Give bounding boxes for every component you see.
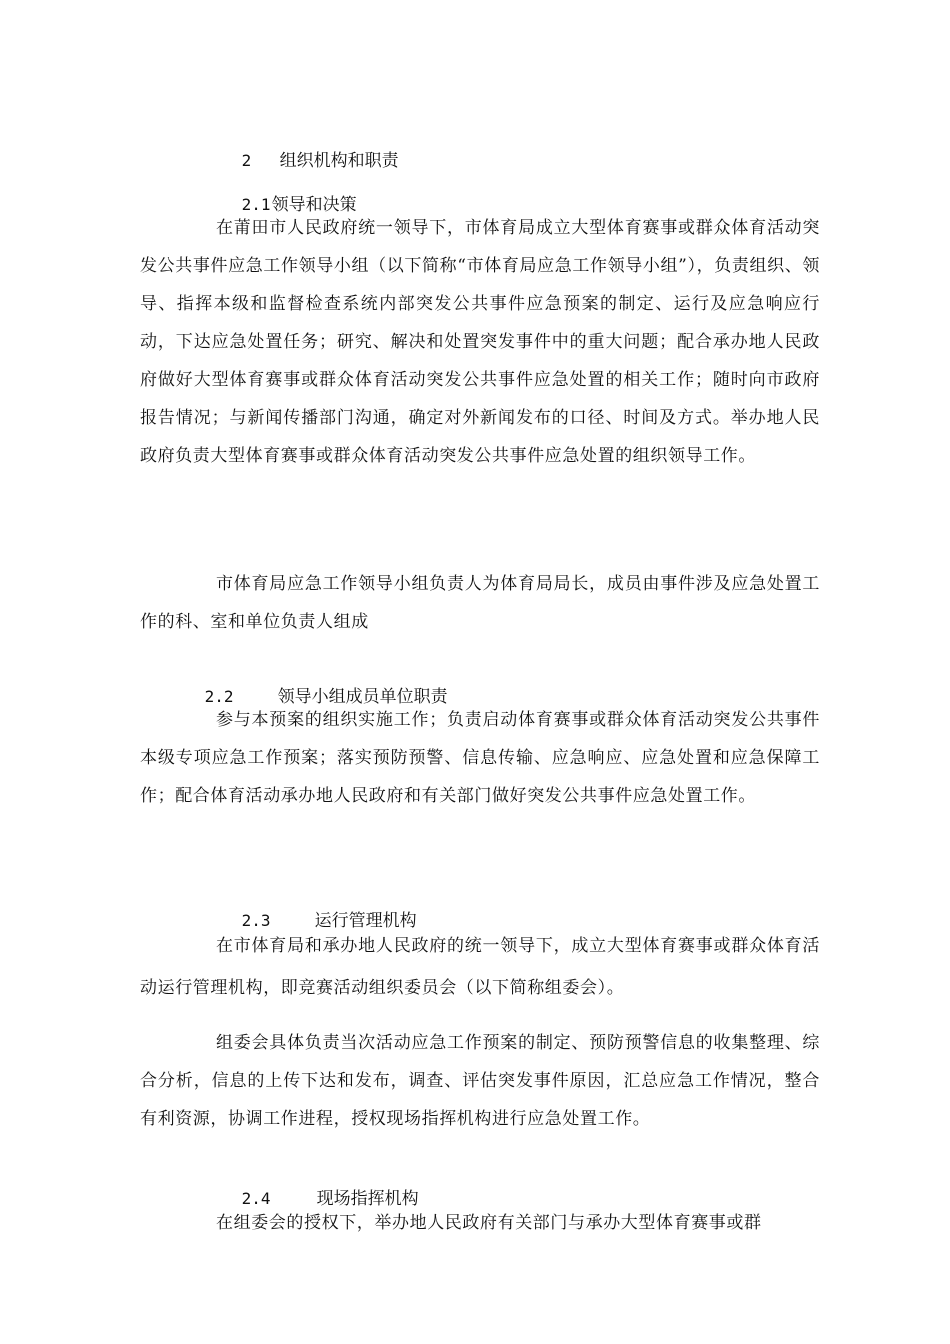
paragraph-member-duties: 参与本预案的组织实施工作；负责启动体育赛事或群众体育活动突发公共事件本级专项应急工作预案；落实预防预警、信息传输、应急响应、应急处置和应急保障工作；配合体育活动承办地人民政府和有关部门做好突发公共事件应急处置工作。	[140, 710, 820, 806]
section-title: 组织机构和职责	[279, 151, 399, 171]
section-number: 2.4	[241, 1189, 271, 1208]
paragraph-onsite-command: 在组委会的授权下，举办地人民政府有关部门与承办大型体育赛事或群	[216, 1213, 762, 1233]
section-title: 领导和决策	[271, 195, 357, 215]
paragraph-committee-duties: 组委会具体负责当次活动应急工作预案的制定、预防预警信息的收集整理、综合分析，信息的上传下达和发布，调查、评估突发事件原因，汇总应急工作情况，整合有利资源，协调工作进程，授权现场指挥机构进行应急处置工作。	[140, 1033, 820, 1129]
section-number: 2.2	[204, 687, 234, 706]
paragraph-leader-composition: 市体育局应急工作领导小组负责人为体育局局长，成员由事件涉及应急处置工作的科、室和单位负责人组成	[140, 574, 820, 632]
section-title: 运行管理机构	[314, 911, 417, 931]
section-title: 现场指挥机构	[316, 1189, 419, 1209]
paragraph-leadership: 在莆田市人民政府统一领导下，市体育局成立大型体育赛事或群众体育活动突发公共事件应急工作领导小组（以下简称“市体育局应急工作领导小组”），负责组织、领导、指挥本级和监督检查系统内部突发公共事件应急预案的制定、运行及应急响应行动，下达应急处置任务；研究、解决和处置突发事件中的重大问题；配合承办地人民政府做好大型体育赛事或群众体育活动突发公共事件应急处置的相关工作；随时向市政府报告情况；与新闻传播部门沟通，确定对外新闻发布的口径、时间及方式。举办地人民政府负责大型体育赛事或群众体育活动突发公共事件应急处置的组织领导工作。	[140, 218, 820, 466]
paragraph-operations-body: 在市体育局和承办地人民政府的统一领导下，成立大型体育赛事或群众体育活动运行管理机构，即竞赛活动组织委员会（以下简称组委会）。	[140, 936, 820, 998]
section-number: 2	[241, 151, 252, 170]
section-title: 领导小组成员单位职责	[277, 687, 448, 707]
section-number: 2.1	[241, 195, 271, 214]
section-number: 2.3	[241, 911, 271, 930]
